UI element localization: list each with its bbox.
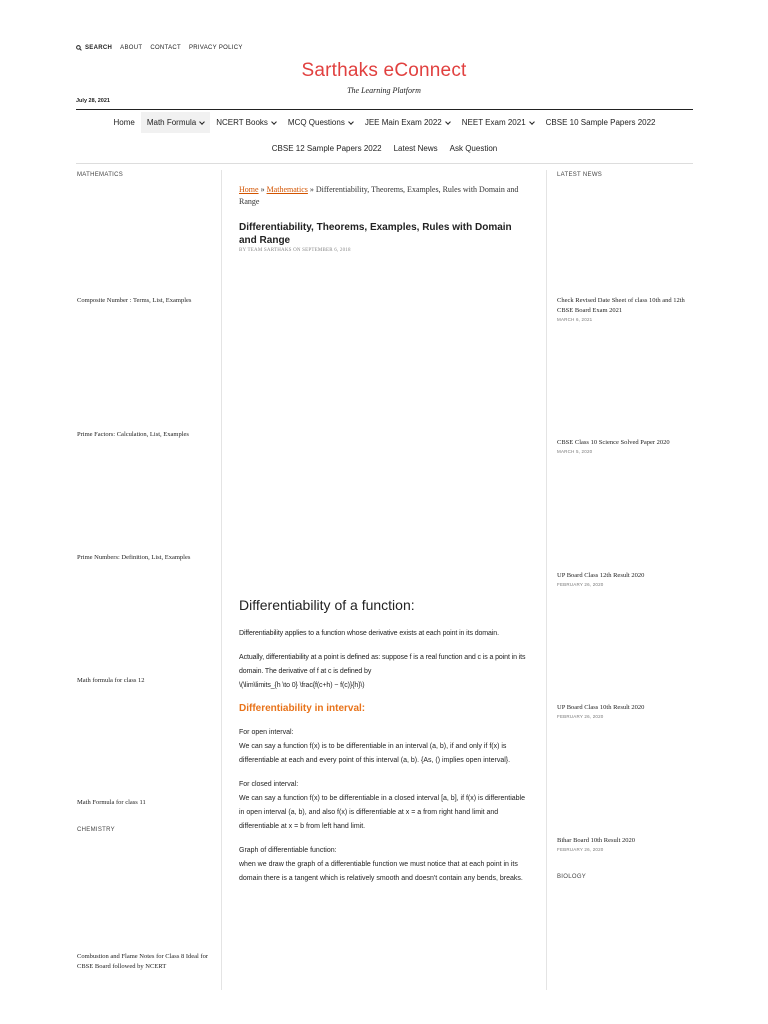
nav-label: NCERT Books <box>216 118 268 127</box>
breadcrumb <box>239 184 531 208</box>
limit-formula: \(\lim\limits_{h \to 0} \frac{f(c+h) − f(c)}{h}\) <box>239 682 365 689</box>
sidebar-post-link[interactable]: Combustion and Flame Notes for Class 8 Ideal for CBSE Board followed by NCERT <box>77 953 209 970</box>
graph-block <box>239 844 531 886</box>
search-label: SEARCH <box>85 45 113 51</box>
main-nav-row-1 <box>76 112 693 133</box>
breadcrumb-separator: » <box>258 185 267 194</box>
about-link[interactable]: ABOUT <box>120 45 143 51</box>
article-heading: Differentiability of a function: <box>239 597 415 613</box>
nav-item-ask-question[interactable] <box>444 138 504 159</box>
nav-item-cbse12-sample[interactable] <box>266 138 388 159</box>
block-text: when we draw the graph of a differentiable function we must notice that at each point in its domain there is a tangent which is relatively smooth and doesn't contain any bends, breaks. <box>239 861 523 882</box>
open-interval-block <box>239 726 531 768</box>
main-nav <box>76 112 693 159</box>
nav-label: CBSE 10 Sample Papers 2022 <box>545 118 656 127</box>
nav-item-latest-news[interactable] <box>388 138 444 159</box>
search-link[interactable] <box>76 45 112 51</box>
article-paragraph <box>239 651 531 693</box>
nav-item-cbse10-sample[interactable] <box>540 112 662 133</box>
utility-nav <box>76 45 243 51</box>
latest-news-heading: LATEST NEWS <box>557 172 603 178</box>
nav-item-math-formula[interactable] <box>141 112 210 133</box>
nav-label: Latest News <box>393 144 438 153</box>
chevron-down-icon <box>199 119 205 125</box>
mathematics-heading: MATHEMATICS <box>77 172 124 178</box>
nav-label: Math Formula <box>146 118 197 127</box>
chevron-down-icon <box>271 119 277 125</box>
nav-label: CBSE 12 Sample Papers 2022 <box>271 144 382 153</box>
sidebar-post-link[interactable]: Composite Number : Terms, List, Examples <box>77 297 192 304</box>
block-title: For open interval: <box>239 729 294 736</box>
nav-item-home[interactable] <box>107 112 140 133</box>
breadcrumb-category-link[interactable]: Mathematics <box>266 185 308 194</box>
nav-item-neet-exam[interactable] <box>456 112 540 133</box>
breadcrumb-current: Differentiability, Theorems, Examples, Rules with Domain and Range <box>239 185 519 206</box>
block-text: We can say a function f(x) to be differentiable in a closed interval [a, b], if f(x) is differentiable in open interval (a, b), and also f(x) is differentiable at x = a from right hand limit and differentiable at x = b from left hand limit. <box>239 795 525 830</box>
breadcrumb-home-link[interactable]: Home <box>239 185 259 194</box>
news-title[interactable]: CBSE Class 10 Science Solved Paper 2020 <box>557 439 670 446</box>
nav-item-mcq-questions[interactable] <box>282 112 359 133</box>
post-title: Differentiability, Theorems, Examples, Rules with Domain and Range <box>239 222 512 246</box>
contact-link[interactable]: CONTACT <box>150 45 181 51</box>
article-paragraph: Differentiability applies to a function whose derivative exists at each point in its domain. <box>239 630 499 637</box>
news-item[interactable] <box>557 703 695 721</box>
news-item[interactable] <box>557 438 695 456</box>
header-divider <box>76 109 693 110</box>
sidebar-post-link[interactable]: Math formula for class 12 <box>77 677 145 684</box>
nav-label: Ask Question <box>449 144 498 153</box>
chevron-down-icon <box>348 119 354 125</box>
nav-label: Home <box>113 118 135 127</box>
definition-text: Actually, differentiability at a point is defined as: suppose f is a real function and c is a point in its domain. The derivative of f at c is defined by <box>239 654 526 675</box>
news-date: FEBRUARY 26, 2020 <box>557 581 604 587</box>
search-icon <box>76 45 82 51</box>
site-header <box>0 60 768 95</box>
nav-label: NEET Exam 2021 <box>461 118 526 127</box>
news-title[interactable]: UP Board Class 10th Result 2020 <box>557 704 645 711</box>
article-body <box>239 597 531 896</box>
nav-label: MCQ Questions <box>287 118 345 127</box>
nav-label: JEE Main Exam 2022 <box>364 118 442 127</box>
sidebar-post-link[interactable]: Prime Numbers: Definition, List, Examples <box>77 554 191 561</box>
block-title: For closed interval: <box>239 781 299 788</box>
nav-item-ncert-books[interactable] <box>210 112 282 133</box>
privacy-policy-link[interactable]: PRIVACY POLICY <box>188 45 243 51</box>
sidebar-post-link[interactable]: Prime Factors: Calculation, List, Examples <box>77 431 189 438</box>
nav-divider <box>76 163 693 164</box>
closed-interval-block <box>239 778 531 834</box>
block-text: We can say a function f(x) is to be differentiable in an interval (a, b), if and only if f(x) is differentiable at each and every point of this interval (a, b). {As, () implies open interval}. <box>239 743 511 764</box>
chemistry-heading: CHEMISTRY <box>77 827 115 833</box>
column-divider <box>221 170 222 990</box>
chevron-down-icon <box>529 119 535 125</box>
chevron-down-icon <box>445 119 451 125</box>
news-title[interactable]: Bihar Board 10th Result 2020 <box>557 837 635 844</box>
current-date: July 28, 2021 <box>76 98 110 104</box>
news-date: MARCH 6, 2021 <box>557 316 593 322</box>
news-date: MARCH 5, 2020 <box>557 448 593 454</box>
news-item[interactable] <box>557 296 695 323</box>
news-title[interactable]: Check Revised Date Sheet of class 10th and 12th CBSE Board Exam 2021 <box>557 297 685 314</box>
breadcrumb-separator: » <box>307 185 316 194</box>
news-date: FEBRUARY 26, 2020 <box>557 713 604 719</box>
section-heading: Differentiability in interval: <box>239 703 366 714</box>
news-item[interactable] <box>557 571 695 589</box>
post-byline: BY TEAM SARTHAKS ON SEPTEMBER 6, 2018 <box>239 248 351 253</box>
sidebar-post-link[interactable]: Math Formula for class 11 <box>77 799 146 806</box>
news-date: FEBRUARY 26, 2020 <box>557 846 604 852</box>
news-title[interactable]: UP Board Class 12th Result 2020 <box>557 572 645 579</box>
news-item[interactable] <box>557 836 695 854</box>
block-title: Graph of differentiable function: <box>239 847 337 854</box>
nav-item-jee-main[interactable] <box>359 112 456 133</box>
post-header <box>239 184 531 253</box>
biology-heading: BIOLOGY <box>557 874 587 880</box>
column-divider <box>546 170 547 990</box>
site-title[interactable]: Sarthaks eConnect <box>301 60 467 81</box>
main-nav-row-2 <box>76 138 693 159</box>
site-tagline: The Learning Platform <box>347 86 421 95</box>
